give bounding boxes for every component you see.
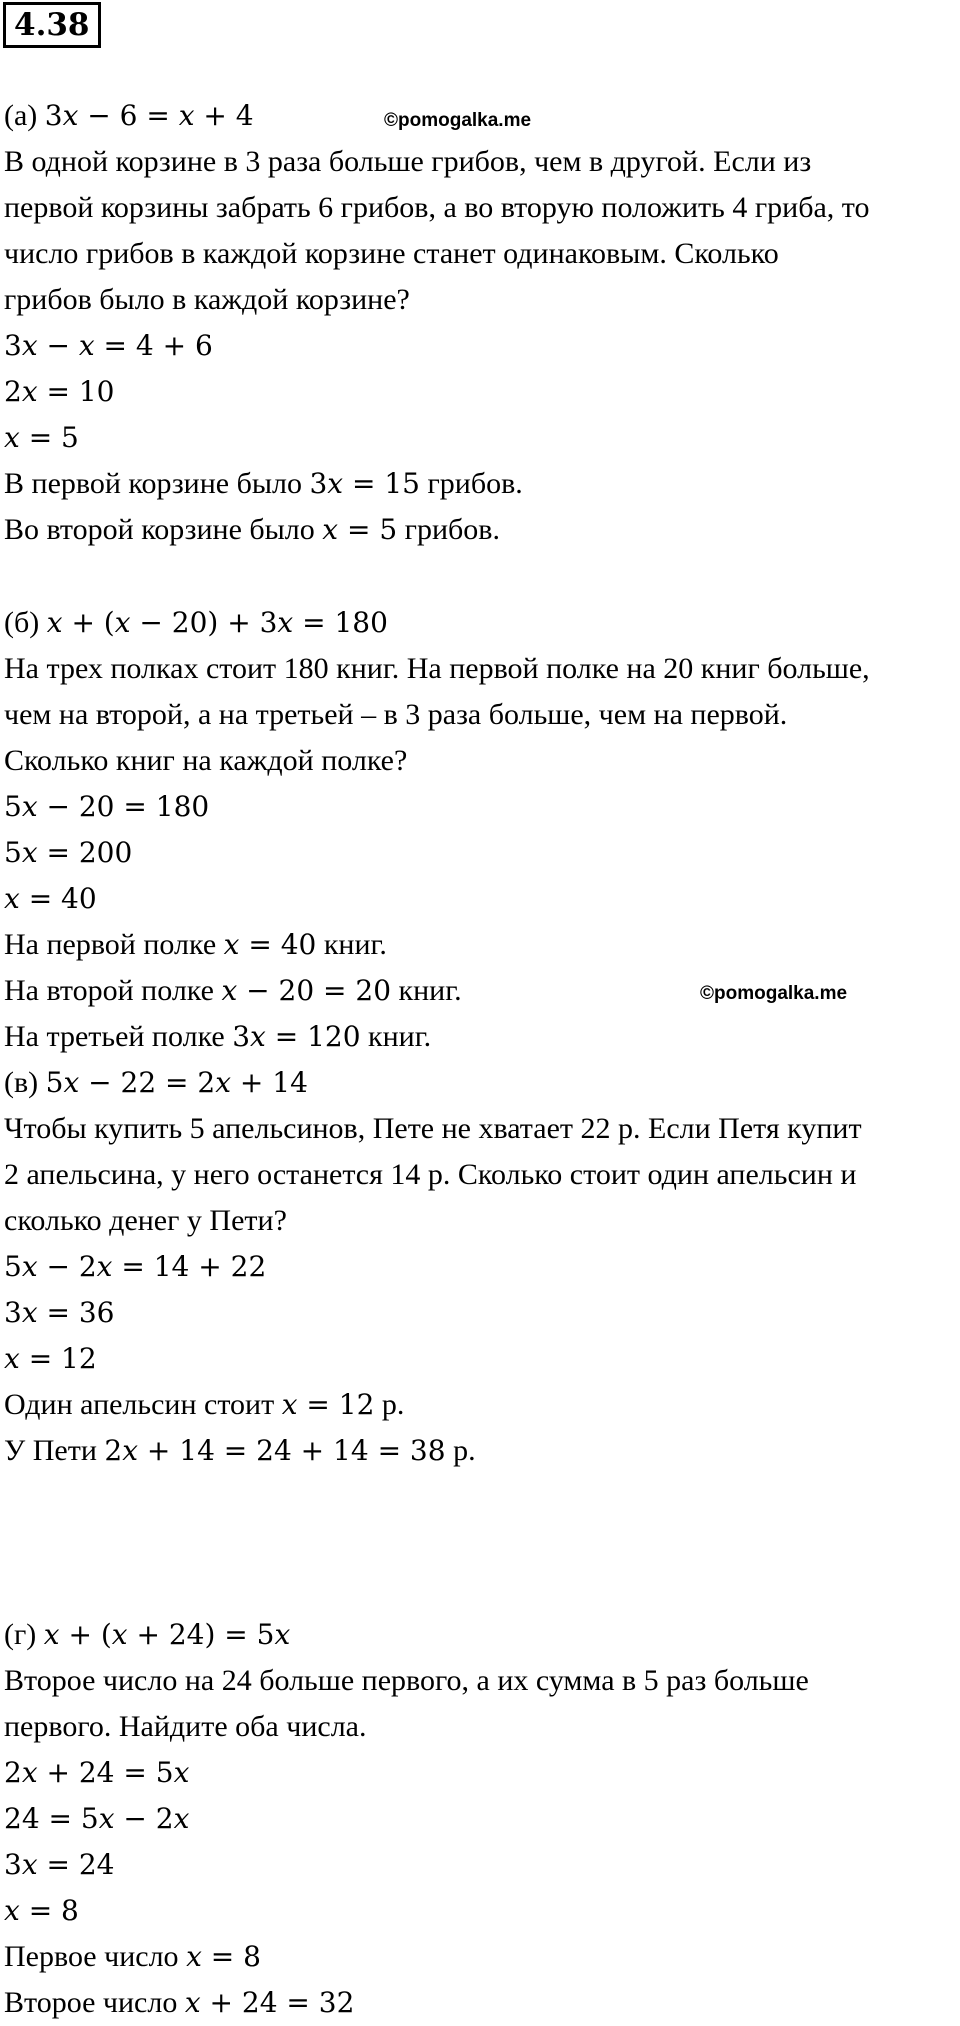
part-g-step: 3𝑥 = 24: [4, 1848, 115, 1881]
part-a-step: 3𝑥 − 𝑥 = 4 + 6: [4, 329, 213, 362]
answer-text: р.: [445, 1434, 476, 1467]
part-b-problem-line: чем на второй, а на третьей – в 3 раза больше, чем на первой.: [4, 698, 788, 731]
part-v-equation: 5𝑥 − 22 = 2𝑥 + 14: [45, 1066, 308, 1099]
part-g-answer: [4, 1980, 954, 2026]
part-b-answer: [4, 968, 954, 1014]
part-v-header: [4, 1060, 954, 1106]
part-a-header: [4, 93, 954, 139]
answer-math: 𝑥 = 40: [223, 928, 317, 961]
part-a-problem-line: В одной корзине в 3 раза больше грибов, чем в другой. Если из: [4, 145, 812, 178]
part-b-header: [4, 600, 954, 646]
part-g-header: [4, 1612, 954, 1658]
part-v-step: 3𝑥 = 36: [4, 1296, 115, 1329]
part-b-step: 5𝑥 − 20 = 180: [4, 790, 210, 823]
answer-text: Во второй корзине было: [4, 513, 323, 546]
answer-math: 3𝑥 = 120: [232, 1020, 361, 1053]
part-g-step: 𝑥 = 8: [4, 1894, 79, 1927]
part-b-label: (б): [4, 606, 47, 639]
part-b-answer: [4, 922, 954, 968]
part-a-step: 2𝑥 = 10: [4, 375, 115, 408]
part-v-answer: [4, 1428, 954, 1474]
spacer: [4, 1474, 954, 1612]
answer-text: В первой корзине было: [4, 467, 310, 500]
answer-math: 𝑥 = 5: [322, 513, 398, 546]
part-a-step: 𝑥 = 5: [4, 421, 79, 454]
part-g-problem-line: Второе число на 24 больше первого, а их сумма в 5 раз больше: [4, 1664, 809, 1697]
answer-math: 𝑥 + 24 = 32: [184, 1986, 355, 2019]
part-g-answer: [4, 1934, 954, 1980]
answer-text: книг.: [316, 928, 387, 961]
answer-text: книг.: [391, 974, 462, 1007]
task-number-badge: 4.38: [3, 2, 101, 48]
part-v-problem-line: Чтобы купить 5 апельсинов, Пете не хватает 22 р. Если Петя купит: [4, 1112, 862, 1145]
part-g-label: (г): [4, 1618, 44, 1651]
answer-text: У Пети: [4, 1434, 105, 1467]
answer-math: 𝑥 = 8: [186, 1940, 261, 1973]
watermark-middle: ©pomogalka.me: [700, 983, 848, 1004]
answer-math: 2𝑥 + 14 = 24 + 14 = 38: [104, 1434, 446, 1467]
answer-text: книг.: [360, 1020, 432, 1053]
part-g-equation: 𝑥 + (𝑥 + 24) = 5𝑥: [43, 1618, 291, 1651]
answer-math: 3𝑥 = 15: [309, 467, 420, 500]
solution-content: [4, 93, 954, 2026]
answer-text: грибов.: [397, 513, 500, 546]
part-a-answer: [4, 461, 954, 507]
part-v-label: (в): [4, 1066, 46, 1099]
part-v-answer: [4, 1382, 954, 1428]
answer-math: 𝑥 − 20 = 20: [221, 974, 392, 1007]
spacer: [4, 553, 954, 600]
answer-text: Второе число: [4, 1986, 185, 2019]
part-a-label: (а): [4, 99, 45, 132]
part-a-equation: 3𝑥 − 6 = 𝑥 + 4: [44, 99, 254, 132]
answer-math: 𝑥 = 12: [281, 1388, 375, 1421]
part-v-step: 𝑥 = 12: [4, 1342, 97, 1375]
answer-text: Один апельсин стоит: [4, 1388, 282, 1421]
part-a-problem-line: число грибов в каждой корзине станет одинаковым. Сколько: [4, 237, 779, 270]
part-b-equation: 𝑥 + (𝑥 − 20) + 3𝑥 = 180: [46, 606, 388, 639]
answer-text: грибов.: [419, 467, 523, 500]
part-g-step: 2𝑥 + 24 = 5𝑥: [4, 1756, 190, 1789]
answer-text: На второй полке: [4, 974, 222, 1007]
part-b-step: 5𝑥 = 200: [4, 836, 133, 869]
part-a-answer: [4, 507, 954, 553]
part-a-problem-line: грибов было в каждой корзине?: [4, 283, 410, 316]
part-b-problem-line: Сколько книг на каждой полке?: [4, 744, 408, 777]
part-a-problem-line: первой корзины забрать 6 грибов, а во вторую положить 4 гриба, то: [4, 191, 870, 224]
answer-text: Первое число: [4, 1940, 187, 1973]
part-b-problem-line: На трех полках стоит 180 книг. На первой полке на 20 книг больше,: [4, 652, 870, 685]
part-b-answer: [4, 1014, 954, 1060]
part-v-problem-line: 2 апельсина, у него останется 14 р. Сколько стоит один апельсин и: [4, 1158, 857, 1191]
part-v-step: 5𝑥 − 2𝑥 = 14 + 22: [4, 1250, 267, 1283]
part-g-step: 24 = 5𝑥 − 2𝑥: [4, 1802, 190, 1835]
part-b-step: 𝑥 = 40: [4, 882, 97, 915]
watermark-top: ©pomogalka.me: [384, 110, 532, 131]
part-v-problem-line: сколько денег у Пети?: [4, 1204, 287, 1237]
answer-text: р.: [374, 1388, 405, 1421]
answer-text: На третьей полке: [4, 1020, 233, 1053]
part-g-problem-line: первого. Найдите оба числа.: [4, 1710, 367, 1743]
answer-text: На первой полке: [4, 928, 224, 961]
